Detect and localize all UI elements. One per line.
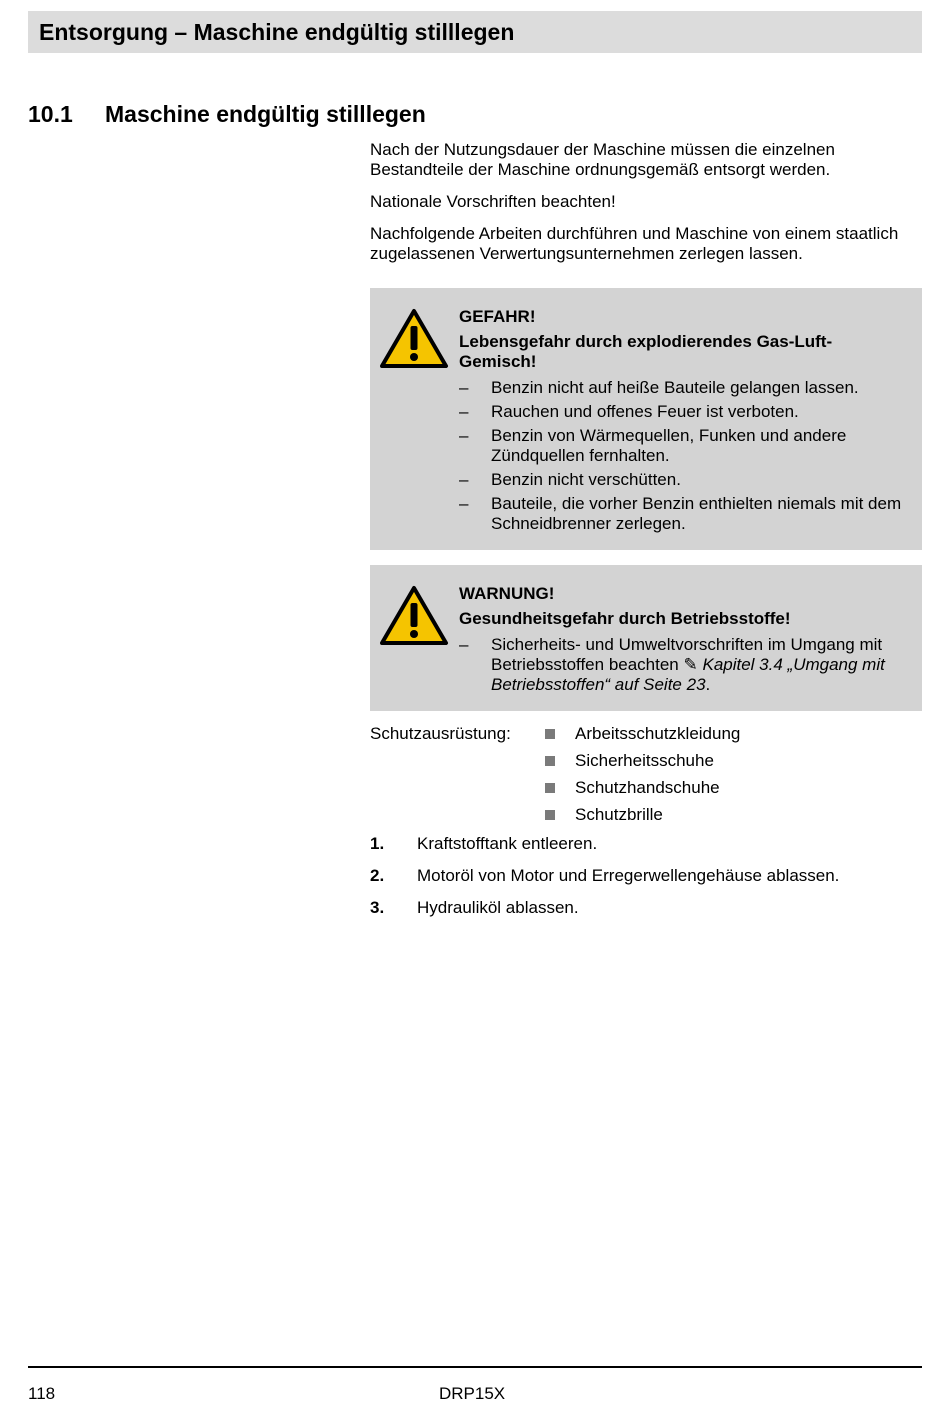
step-number: 1. bbox=[370, 834, 385, 853]
step-text: Motoröl von Motor und Erregerwellengehäuse ablassen. bbox=[417, 866, 840, 885]
header-title: Entsorgung – Maschine endgültig stilllegen bbox=[39, 19, 515, 45]
intro-paragraph: Nachfolgende Arbeiten durchführen und Maschine von einem staatlich zugelassenen Verwertungsunternehmen zerlegen lassen. bbox=[370, 224, 899, 263]
list-item: – Benzin nicht auf heiße Bauteile gelangen lassen. bbox=[459, 378, 859, 397]
section-heading bbox=[28, 99, 426, 129]
danger-signal-word: GEFAHR! bbox=[459, 307, 536, 326]
page-header bbox=[28, 11, 922, 53]
square-bullet-icon bbox=[545, 783, 555, 793]
list-item: – Bauteile, die vorher Benzin enthielten niemals mit dem Schneidbrenner zerlegen. bbox=[459, 494, 902, 533]
step-number: 3. bbox=[370, 898, 385, 917]
list-item: – Benzin nicht verschütten. bbox=[459, 470, 681, 489]
warning-heading: Gesundheitsgefahr durch Betriebsstoffe! bbox=[459, 609, 791, 628]
square-bullet-icon bbox=[545, 756, 555, 766]
step-item bbox=[370, 833, 922, 865]
step-text: Kraftstofftank entleeren. bbox=[417, 834, 598, 853]
section-number: 10.1 bbox=[28, 101, 73, 127]
warning-list bbox=[459, 635, 902, 695]
list-item: Sicherheitsschuhe bbox=[545, 750, 740, 777]
warning-triangle-icon bbox=[379, 308, 449, 370]
step-number: 2. bbox=[370, 866, 385, 885]
ppe-label: Schutzausrüstung: bbox=[370, 724, 511, 743]
list-item: Arbeitsschutzkleidung bbox=[545, 723, 740, 750]
step-item bbox=[370, 897, 922, 929]
procedure-steps bbox=[370, 833, 922, 929]
protective-equipment bbox=[370, 723, 922, 823]
warning-signal-word: WARNUNG! bbox=[459, 584, 555, 603]
danger-list bbox=[459, 378, 902, 534]
footer-divider bbox=[28, 1366, 922, 1368]
section-title: Maschine endgültig stilllegen bbox=[105, 101, 426, 127]
square-bullet-icon bbox=[545, 810, 555, 820]
step-item bbox=[370, 865, 922, 897]
list-item: Schutzbrille bbox=[545, 804, 740, 831]
intro-paragraph: Nach der Nutzungsdauer der Maschine müssen die einzelnen Bestandteile der Maschine ordnungsgemäß entsorgt werden. bbox=[370, 140, 835, 179]
list-item: – Sicherheits- und Umweltvorschriften im Umgang mit Betriebsstoffen beachten ✎ Kapitel 3.4 „Umgang mit Betriebsstoffen“ auf Seite 23. bbox=[459, 635, 885, 694]
danger-box bbox=[370, 288, 922, 550]
pencil-icon: ✎ bbox=[683, 655, 698, 674]
square-bullet-icon bbox=[545, 729, 555, 739]
page-number: 118 bbox=[28, 1384, 56, 1403]
warning-triangle-icon bbox=[379, 585, 449, 647]
intro-paragraph: Nationale Vorschriften beachten! bbox=[370, 192, 616, 211]
cross-reference-link[interactable]: ✎ Kapitel 3.4 „Umgang mit Betriebsstoffen“ auf Seite 23 bbox=[491, 655, 885, 694]
list-item: Schutzhandschuhe bbox=[545, 777, 740, 804]
ppe-list bbox=[545, 723, 740, 831]
document-id: DRP15X bbox=[439, 1384, 506, 1403]
warning-box bbox=[370, 565, 922, 711]
main-content bbox=[370, 140, 922, 929]
step-text: Hydrauliköl ablassen. bbox=[417, 898, 579, 917]
list-item: – Benzin von Wärmequellen, Funken und andere Zündquellen fernhalten. bbox=[459, 426, 847, 465]
danger-heading: Lebensgefahr durch explodierendes Gas-Luft-Gemisch! bbox=[459, 332, 833, 371]
list-item: – Rauchen und offenes Feuer ist verboten. bbox=[459, 402, 799, 421]
